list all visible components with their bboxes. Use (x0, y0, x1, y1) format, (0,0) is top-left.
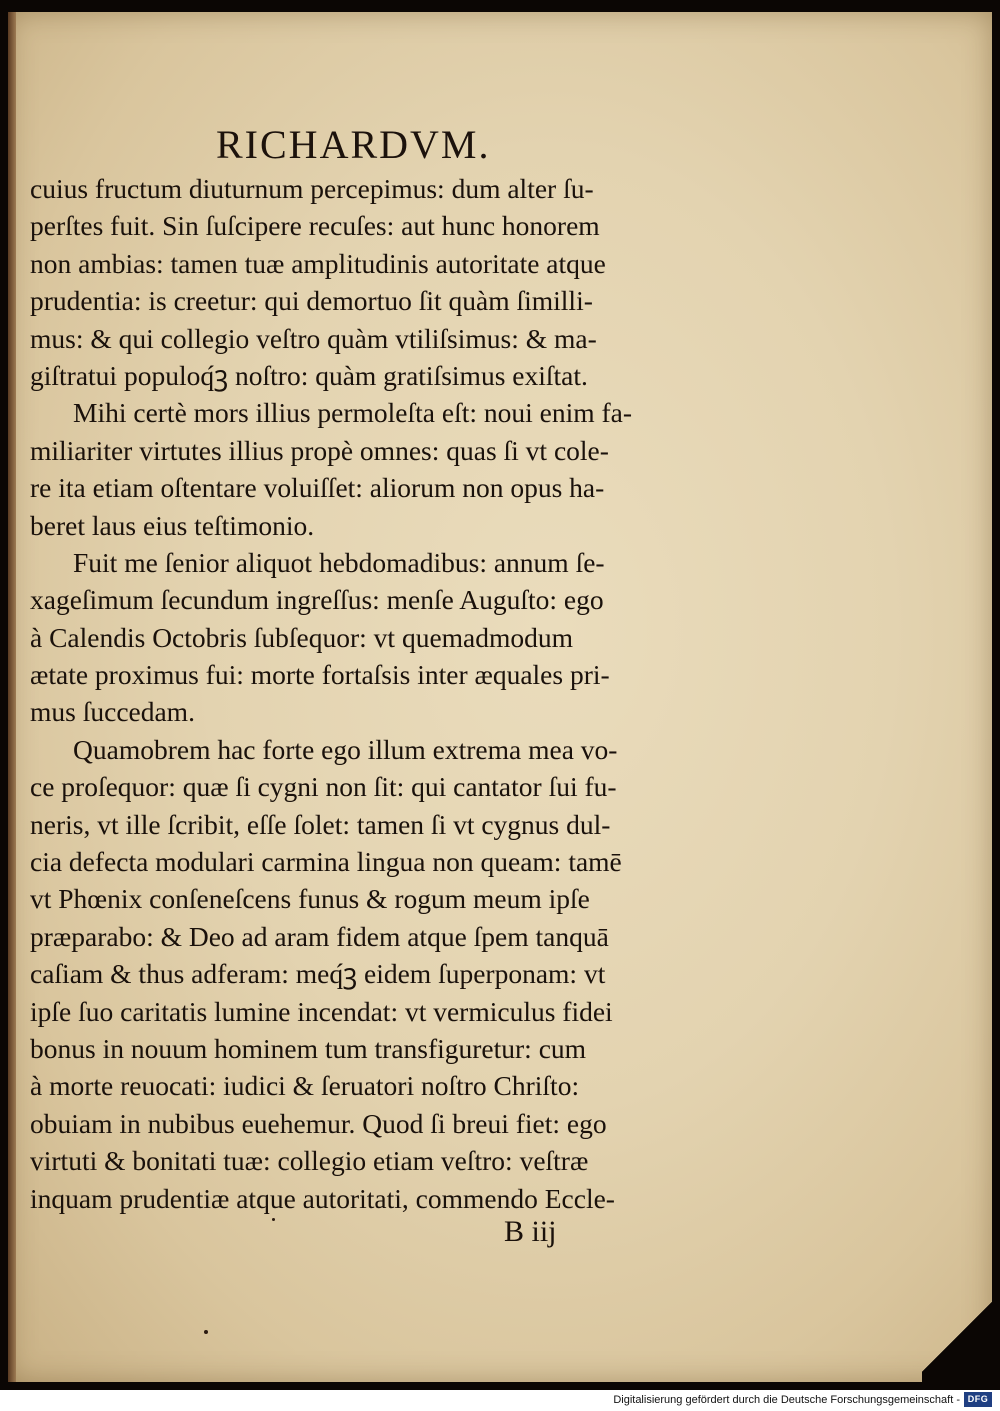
text-line: non ambias: tamen tuæ amplitudinis autoritate atque (30, 247, 606, 279)
body-text (30, 170, 750, 1217)
text-line: caſiam & thus adferam: meq́ꝫ eidem ſuperponam: vt (30, 958, 606, 990)
text-line: mus ſuccedam. (30, 696, 195, 728)
text-line: perſtes fuit. Sin ſuſcipere recuſes: aut hunc honorem (30, 210, 600, 242)
text-line: ipſe ſuo caritatis lumine incendat: vt vermiculus fidei (30, 995, 613, 1027)
text-line: Quamobrem hac forte ego illum extrema mea vo- (73, 733, 618, 765)
text-line: à morte reuocati: iudici & ſeruatori noſtro Chriſto: (30, 1070, 580, 1102)
ink-speck (272, 1218, 275, 1221)
page-binding-edge (8, 12, 16, 1382)
text-line: cia defecta modulari carmina lingua non queam: tamē (30, 846, 622, 878)
dfg-logo-icon: DFG (964, 1392, 992, 1407)
text-line: xageſimum ſecundum ingreſſus: menſe Auguſto: ego (30, 584, 604, 616)
footer-bar (0, 1390, 1000, 1411)
book-page (8, 12, 992, 1382)
funding-credit: Digitalisierung gefördert durch die Deutsche Forschungsgemeinschaft - (613, 1394, 960, 1406)
text-line: præparabo: & Deo ad aram fidem atque ſpem tanquā (30, 920, 609, 952)
text-line: obuiam in nubibus euehemur. Quod ſi breui fiet: ego (30, 1107, 607, 1139)
running-head: RICHARDVM. (216, 122, 491, 167)
text-line: Mihi certè mors illius permoleſta eſt: noui enim fa- (73, 397, 633, 429)
text-line: mus: & qui collegio veſtro quàm vtiliſsimus: & ma- (30, 322, 597, 354)
text-line: miliariter virtutes illius propè omnes: quas ſi vt cole- (30, 434, 609, 466)
text-line: à Calendis Octobris ſubſequor: vt quemadmodum (30, 621, 574, 653)
text-line: beret laus eius teſtimonio. (30, 509, 315, 541)
signature-mark: B iij (504, 1215, 557, 1248)
ink-speck (204, 1330, 208, 1334)
text-line: cuius fructum diuturnum percepimus: dum alter ſu- (30, 173, 594, 204)
text-line: neris, vt ille ſcribit, eſſe ſolet: tamen ſi vt cygnus dul- (30, 808, 611, 840)
text-line: ætate proximus fui: morte fortaſsis inter æquales pri- (30, 659, 610, 691)
text-line: prudentia: is creetur: qui demortuo ſit quàm ſimilli- (30, 285, 593, 317)
text-line: inquam prudentiæ atque autoritati, commendo Eccle- (30, 1182, 615, 1214)
text-line: re ita etiam oſtentare voluiſſet: aliorum non opus ha- (30, 472, 605, 504)
text-line: Fuit me ſenior aliquot hebdomadibus: annum ſe- (73, 546, 605, 578)
page-corner (922, 1292, 992, 1382)
text-line: ce proſequor: quæ ſi cygni non ſit: qui cantator ſui fu- (30, 771, 617, 803)
text-line: vt Phœnix conſeneſcens funus & rogum meum ipſe (30, 883, 590, 915)
text-line: bonus in nouum hominem tum transfiguretur: cum (30, 1032, 587, 1064)
text-line: virtuti & bonitati tuæ: collegio etiam veſtro: veſtræ (30, 1145, 589, 1177)
text-line: giſtratui populoq́ꝫ noſtro: quàm gratiſsimus exiſtat. (30, 359, 588, 391)
